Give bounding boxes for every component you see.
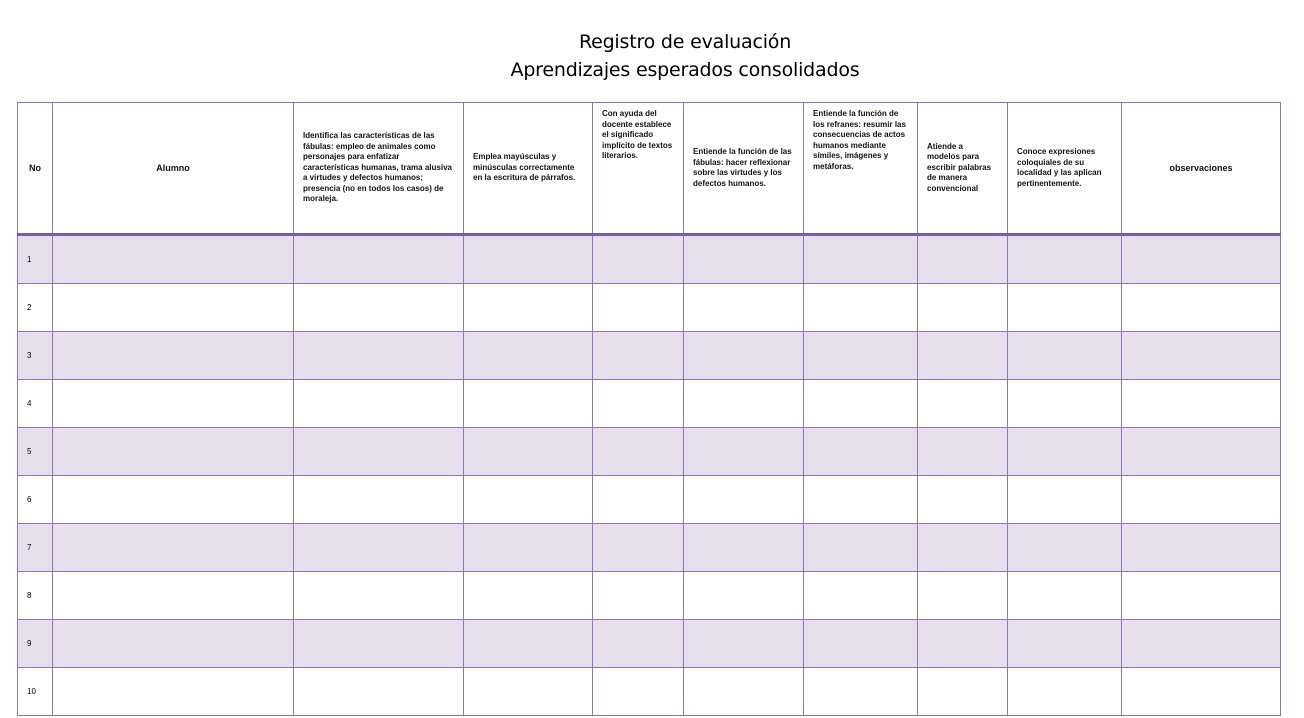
funcion-refranes-cell[interactable] [804, 332, 918, 380]
row-number: 8 [18, 572, 53, 620]
observaciones-cell[interactable] [1122, 620, 1281, 668]
row-number: 7 [18, 524, 53, 572]
mayusculas-cell[interactable] [464, 332, 593, 380]
funcion-refranes-cell[interactable] [804, 235, 918, 284]
funcion-refranes-cell[interactable] [804, 524, 918, 572]
expresiones-coloquiales-cell[interactable] [1008, 428, 1122, 476]
alumno-cell[interactable] [53, 380, 294, 428]
fabulas-caracteristicas-cell[interactable] [294, 524, 464, 572]
header-criterion-escritura-convencional: Atiende a modelos para escribir palabras de manera convencional [918, 103, 1008, 235]
title-line-2: Aprendizajes esperados consolidados [510, 59, 860, 81]
alumno-cell[interactable] [53, 668, 294, 716]
fabulas-caracteristicas-cell[interactable] [294, 476, 464, 524]
table-row [18, 668, 1281, 716]
header-observaciones: observaciones [1122, 103, 1281, 235]
observaciones-cell[interactable] [1122, 668, 1281, 716]
significado-implicito-cell[interactable] [593, 476, 684, 524]
header-criterion-fabulas-caracteristicas: Identifica las características de las fábulas: empleo de animales como personajes para enfatizar características humanas, trama alusiva a virtudes y defectos humanos; presencia (no en todos los casos) de moraleja. [294, 103, 464, 235]
table-row [18, 380, 1281, 428]
significado-implicito-cell[interactable] [593, 332, 684, 380]
funcion-fabulas-cell[interactable] [684, 476, 804, 524]
evaluation-table [17, 102, 1281, 716]
mayusculas-cell[interactable] [464, 572, 593, 620]
table-body [18, 235, 1281, 716]
alumno-cell[interactable] [53, 524, 294, 572]
observaciones-cell[interactable] [1122, 572, 1281, 620]
significado-implicito-cell[interactable] [593, 524, 684, 572]
escritura-convencional-cell[interactable] [918, 668, 1008, 716]
observaciones-cell[interactable] [1122, 476, 1281, 524]
expresiones-coloquiales-cell[interactable] [1008, 524, 1122, 572]
significado-implicito-cell[interactable] [593, 284, 684, 332]
funcion-fabulas-cell[interactable] [684, 668, 804, 716]
table-row [18, 620, 1281, 668]
expresiones-coloquiales-cell[interactable] [1008, 235, 1122, 284]
fabulas-caracteristicas-cell[interactable] [294, 668, 464, 716]
header-criterion-expresiones-coloquiales: Conoce expresiones coloquiales de su localidad y las aplican pertinentemente. [1008, 103, 1122, 235]
table-row [18, 524, 1281, 572]
row-number: 2 [18, 284, 53, 332]
expresiones-coloquiales-cell[interactable] [1008, 572, 1122, 620]
expresiones-coloquiales-cell[interactable] [1008, 476, 1122, 524]
significado-implicito-cell[interactable] [593, 380, 684, 428]
table-row [18, 284, 1281, 332]
header-alumno: Alumno [53, 103, 294, 235]
escritura-convencional-cell[interactable] [918, 476, 1008, 524]
significado-implicito-cell[interactable] [593, 572, 684, 620]
row-number: 9 [18, 620, 53, 668]
funcion-fabulas-cell[interactable] [684, 620, 804, 668]
mayusculas-cell[interactable] [464, 235, 593, 284]
funcion-fabulas-cell[interactable] [684, 428, 804, 476]
funcion-refranes-cell[interactable] [804, 380, 918, 428]
funcion-fabulas-cell[interactable] [684, 572, 804, 620]
row-number: 5 [18, 428, 53, 476]
expresiones-coloquiales-cell[interactable] [1008, 284, 1122, 332]
header-criterion-significado-implicito: Con ayuda del docente establece el significado implícito de textos literarios. [593, 103, 684, 235]
observaciones-cell[interactable] [1122, 524, 1281, 572]
mayusculas-cell[interactable] [464, 284, 593, 332]
observaciones-cell[interactable] [1122, 428, 1281, 476]
escritura-convencional-cell[interactable] [918, 332, 1008, 380]
header-criterion-funcion-refranes: Entiende la función de los refranes: resumir las consecuencias de actos humanos mediante símiles, imágenes y metáforas. [804, 103, 918, 235]
escritura-convencional-cell[interactable] [918, 572, 1008, 620]
funcion-refranes-cell[interactable] [804, 428, 918, 476]
header-row [18, 103, 1281, 235]
escritura-convencional-cell[interactable] [918, 524, 1008, 572]
funcion-fabulas-cell[interactable] [684, 284, 804, 332]
mayusculas-cell[interactable] [464, 428, 593, 476]
alumno-cell[interactable] [53, 572, 294, 620]
funcion-refranes-cell[interactable] [804, 284, 918, 332]
funcion-refranes-cell[interactable] [804, 668, 918, 716]
observaciones-cell[interactable] [1122, 235, 1281, 284]
table-row [18, 235, 1281, 284]
funcion-refranes-cell[interactable] [804, 476, 918, 524]
table-row [18, 428, 1281, 476]
funcion-refranes-cell[interactable] [804, 620, 918, 668]
table-row [18, 476, 1281, 524]
row-number: 1 [18, 235, 53, 284]
significado-implicito-cell[interactable] [593, 668, 684, 716]
escritura-convencional-cell[interactable] [918, 620, 1008, 668]
observaciones-cell[interactable] [1122, 284, 1281, 332]
expresiones-coloquiales-cell[interactable] [1008, 332, 1122, 380]
funcion-refranes-cell[interactable] [804, 572, 918, 620]
table-row [18, 572, 1281, 620]
header-no: No [18, 103, 53, 235]
alumno-cell[interactable] [53, 476, 294, 524]
fabulas-caracteristicas-cell[interactable] [294, 235, 464, 284]
alumno-cell[interactable] [53, 428, 294, 476]
alumno-cell[interactable] [53, 620, 294, 668]
expresiones-coloquiales-cell[interactable] [1008, 668, 1122, 716]
funcion-fabulas-cell[interactable] [684, 332, 804, 380]
title-line-1: Registro de evaluación [578, 31, 792, 53]
fabulas-caracteristicas-cell[interactable] [294, 620, 464, 668]
mayusculas-cell[interactable] [464, 380, 593, 428]
expresiones-coloquiales-cell[interactable] [1008, 380, 1122, 428]
alumno-cell[interactable] [53, 284, 294, 332]
funcion-fabulas-cell[interactable] [684, 235, 804, 284]
significado-implicito-cell[interactable] [593, 620, 684, 668]
funcion-fabulas-cell[interactable] [684, 524, 804, 572]
document-title [0, 28, 1304, 84]
alumno-cell[interactable] [53, 332, 294, 380]
fabulas-caracteristicas-cell[interactable] [294, 284, 464, 332]
mayusculas-cell[interactable] [464, 476, 593, 524]
escritura-convencional-cell[interactable] [918, 235, 1008, 284]
mayusculas-cell[interactable] [464, 620, 593, 668]
header-criterion-mayusculas: Emplea mayúsculas y minúsculas correctamente en la escritura de párrafos. [464, 103, 593, 235]
mayusculas-cell[interactable] [464, 668, 593, 716]
row-number: 6 [18, 476, 53, 524]
row-number: 10 [18, 668, 53, 716]
fabulas-caracteristicas-cell[interactable] [294, 380, 464, 428]
funcion-fabulas-cell[interactable] [684, 380, 804, 428]
expresiones-coloquiales-cell[interactable] [1008, 620, 1122, 668]
mayusculas-cell[interactable] [464, 524, 593, 572]
table-row [18, 332, 1281, 380]
escritura-convencional-cell[interactable] [918, 428, 1008, 476]
fabulas-caracteristicas-cell[interactable] [294, 428, 464, 476]
escritura-convencional-cell[interactable] [918, 284, 1008, 332]
significado-implicito-cell[interactable] [593, 235, 684, 284]
fabulas-caracteristicas-cell[interactable] [294, 572, 464, 620]
observaciones-cell[interactable] [1122, 332, 1281, 380]
escritura-convencional-cell[interactable] [918, 380, 1008, 428]
row-number: 4 [18, 380, 53, 428]
alumno-cell[interactable] [53, 235, 294, 284]
row-number: 3 [18, 332, 53, 380]
significado-implicito-cell[interactable] [593, 428, 684, 476]
observaciones-cell[interactable] [1122, 380, 1281, 428]
header-criterion-funcion-fabulas: Entiende la función de las fábulas: hacer reflexionar sobre las virtudes y los defectos humanos. [684, 103, 804, 235]
fabulas-caracteristicas-cell[interactable] [294, 332, 464, 380]
